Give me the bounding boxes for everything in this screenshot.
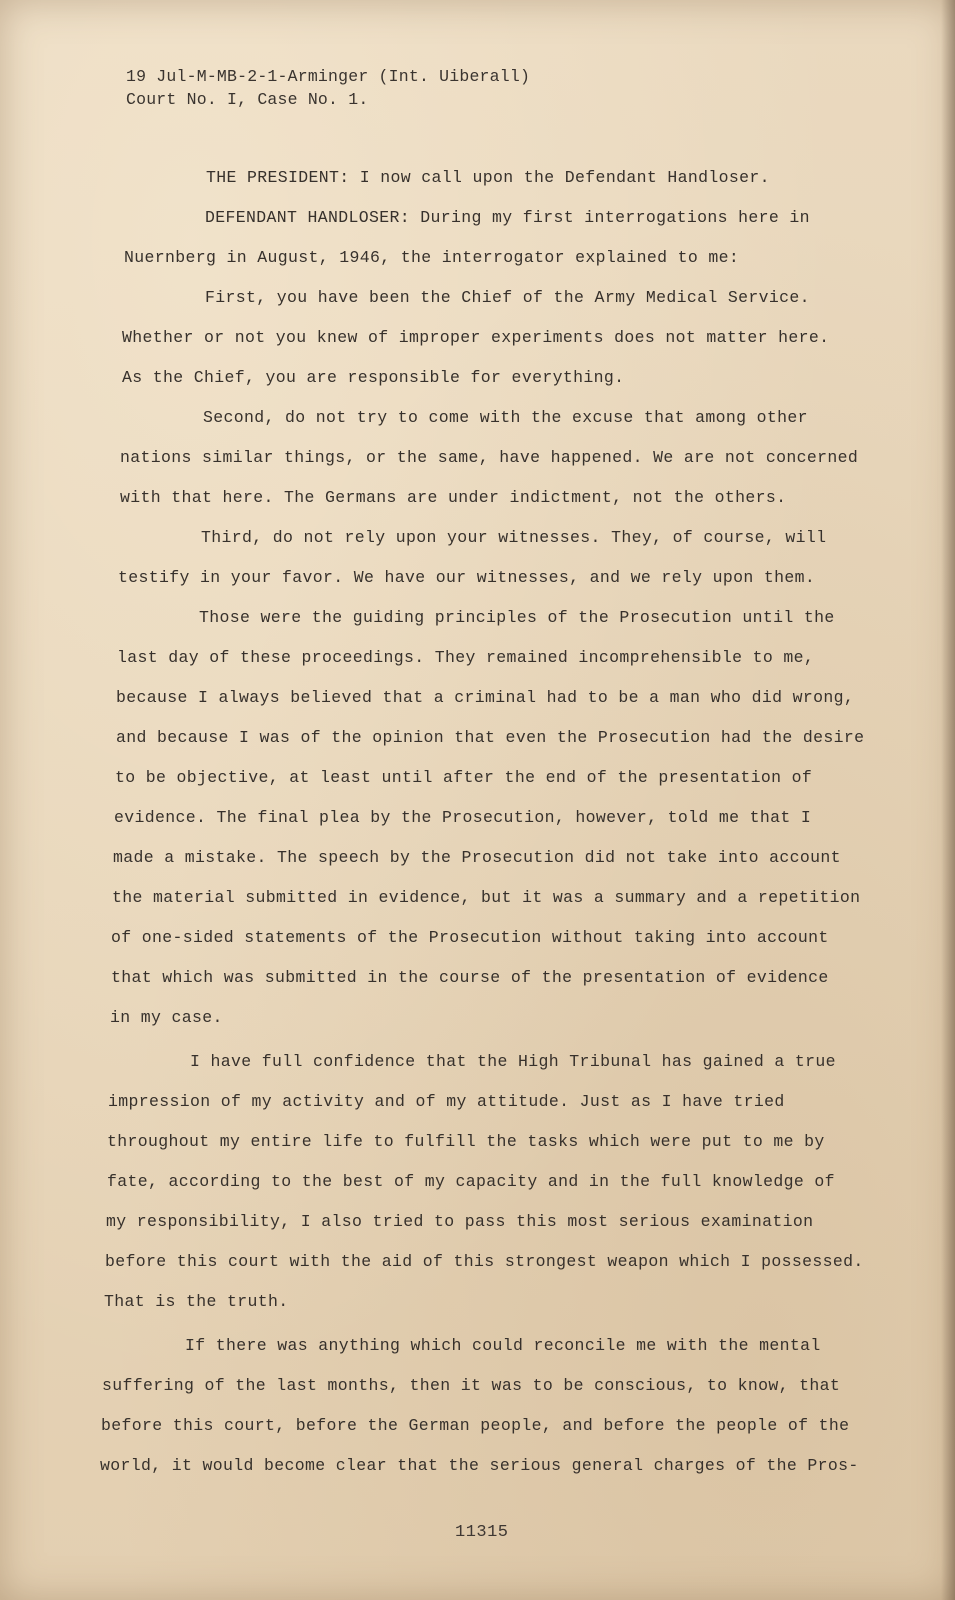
text-line: Those were the guiding principles of the Prosecution until the bbox=[199, 608, 835, 627]
text-line: If there was anything which could reconcile me with the mental bbox=[185, 1336, 821, 1355]
text-line: throughout my entire life to fulfill the tasks which were put to me by bbox=[107, 1132, 825, 1151]
text-line: to be objective, at least until after the end of the presentation of bbox=[115, 768, 813, 787]
text-line: That is the truth. bbox=[104, 1292, 289, 1311]
text-line: before this court, before the German people, and before the people of the bbox=[101, 1416, 850, 1435]
text-line: Whether or not you knew of improper experiments does not matter here. bbox=[122, 328, 830, 347]
page-number: 11315 bbox=[455, 1523, 509, 1542]
text-line: before this court with the aid of this strongest weapon which I possessed. bbox=[105, 1252, 864, 1271]
text-line: testify in your favor. We have our witnesses, and we rely upon them. bbox=[118, 568, 816, 587]
text-line: impression of my activity and of my attitude. Just as I have tried bbox=[108, 1092, 785, 1111]
text-line: As the Chief, you are responsible for everything. bbox=[122, 368, 625, 387]
text-line: world, it would become clear that the serious general charges of the Pros- bbox=[100, 1456, 859, 1475]
text-line: suffering of the last months, then it was to be conscious, to know, that bbox=[102, 1376, 841, 1395]
text-line: Third, do not rely upon your witnesses. They, of course, will bbox=[201, 528, 827, 547]
text-line: in my case. bbox=[110, 1008, 223, 1027]
text-line: nations similar things, or the same, have happened. We are not concerned bbox=[120, 448, 859, 467]
text-line: my responsibility, I also tried to pass this most serious examination bbox=[106, 1212, 814, 1231]
text-line: evidence. The final plea by the Prosecution, however, told me that I bbox=[114, 808, 812, 827]
text-line: because I always believed that a criminal had to be a man who did wrong, bbox=[116, 688, 855, 707]
text-line: last day of these proceedings. They remained incomprehensible to me, bbox=[117, 648, 815, 667]
text-line: made a mistake. The speech by the Prosecution did not take into account bbox=[113, 848, 841, 867]
header-session-line: 19 Jul-M-MB-2-1-Arminger (Int. Uiberall) bbox=[126, 67, 531, 86]
text-line: First, you have been the Chief of the Army Medical Service. bbox=[205, 288, 810, 307]
text-line: THE PRESIDENT: I now call upon the Defendant Handloser. bbox=[206, 168, 770, 187]
text-line: that which was submitted in the course of the presentation of evidence bbox=[111, 968, 829, 987]
text-line: I have full confidence that the High Tribunal has gained a true bbox=[190, 1052, 836, 1071]
text-line: Nuernberg in August, 1946, the interrogator explained to me: bbox=[124, 248, 740, 267]
text-line: fate, according to the best of my capacity and in the full knowledge of bbox=[107, 1172, 835, 1191]
header-court-line: Court No. I, Case No. 1. bbox=[126, 90, 369, 109]
text-line: DEFENDANT HANDLOSER: During my first interrogations here in bbox=[205, 208, 810, 227]
text-line: Second, do not try to come with the excuse that among other bbox=[203, 408, 808, 427]
document-header bbox=[126, 65, 530, 111]
text-line: of one-sided statements of the Prosecution without taking into account bbox=[111, 928, 829, 947]
text-line: with that here. The Germans are under indictment, not the others. bbox=[120, 488, 787, 507]
text-line: and because I was of the opinion that even the Prosecution had the desire bbox=[116, 728, 865, 747]
text-line: the material submitted in evidence, but it was a summary and a repetition bbox=[112, 888, 861, 907]
